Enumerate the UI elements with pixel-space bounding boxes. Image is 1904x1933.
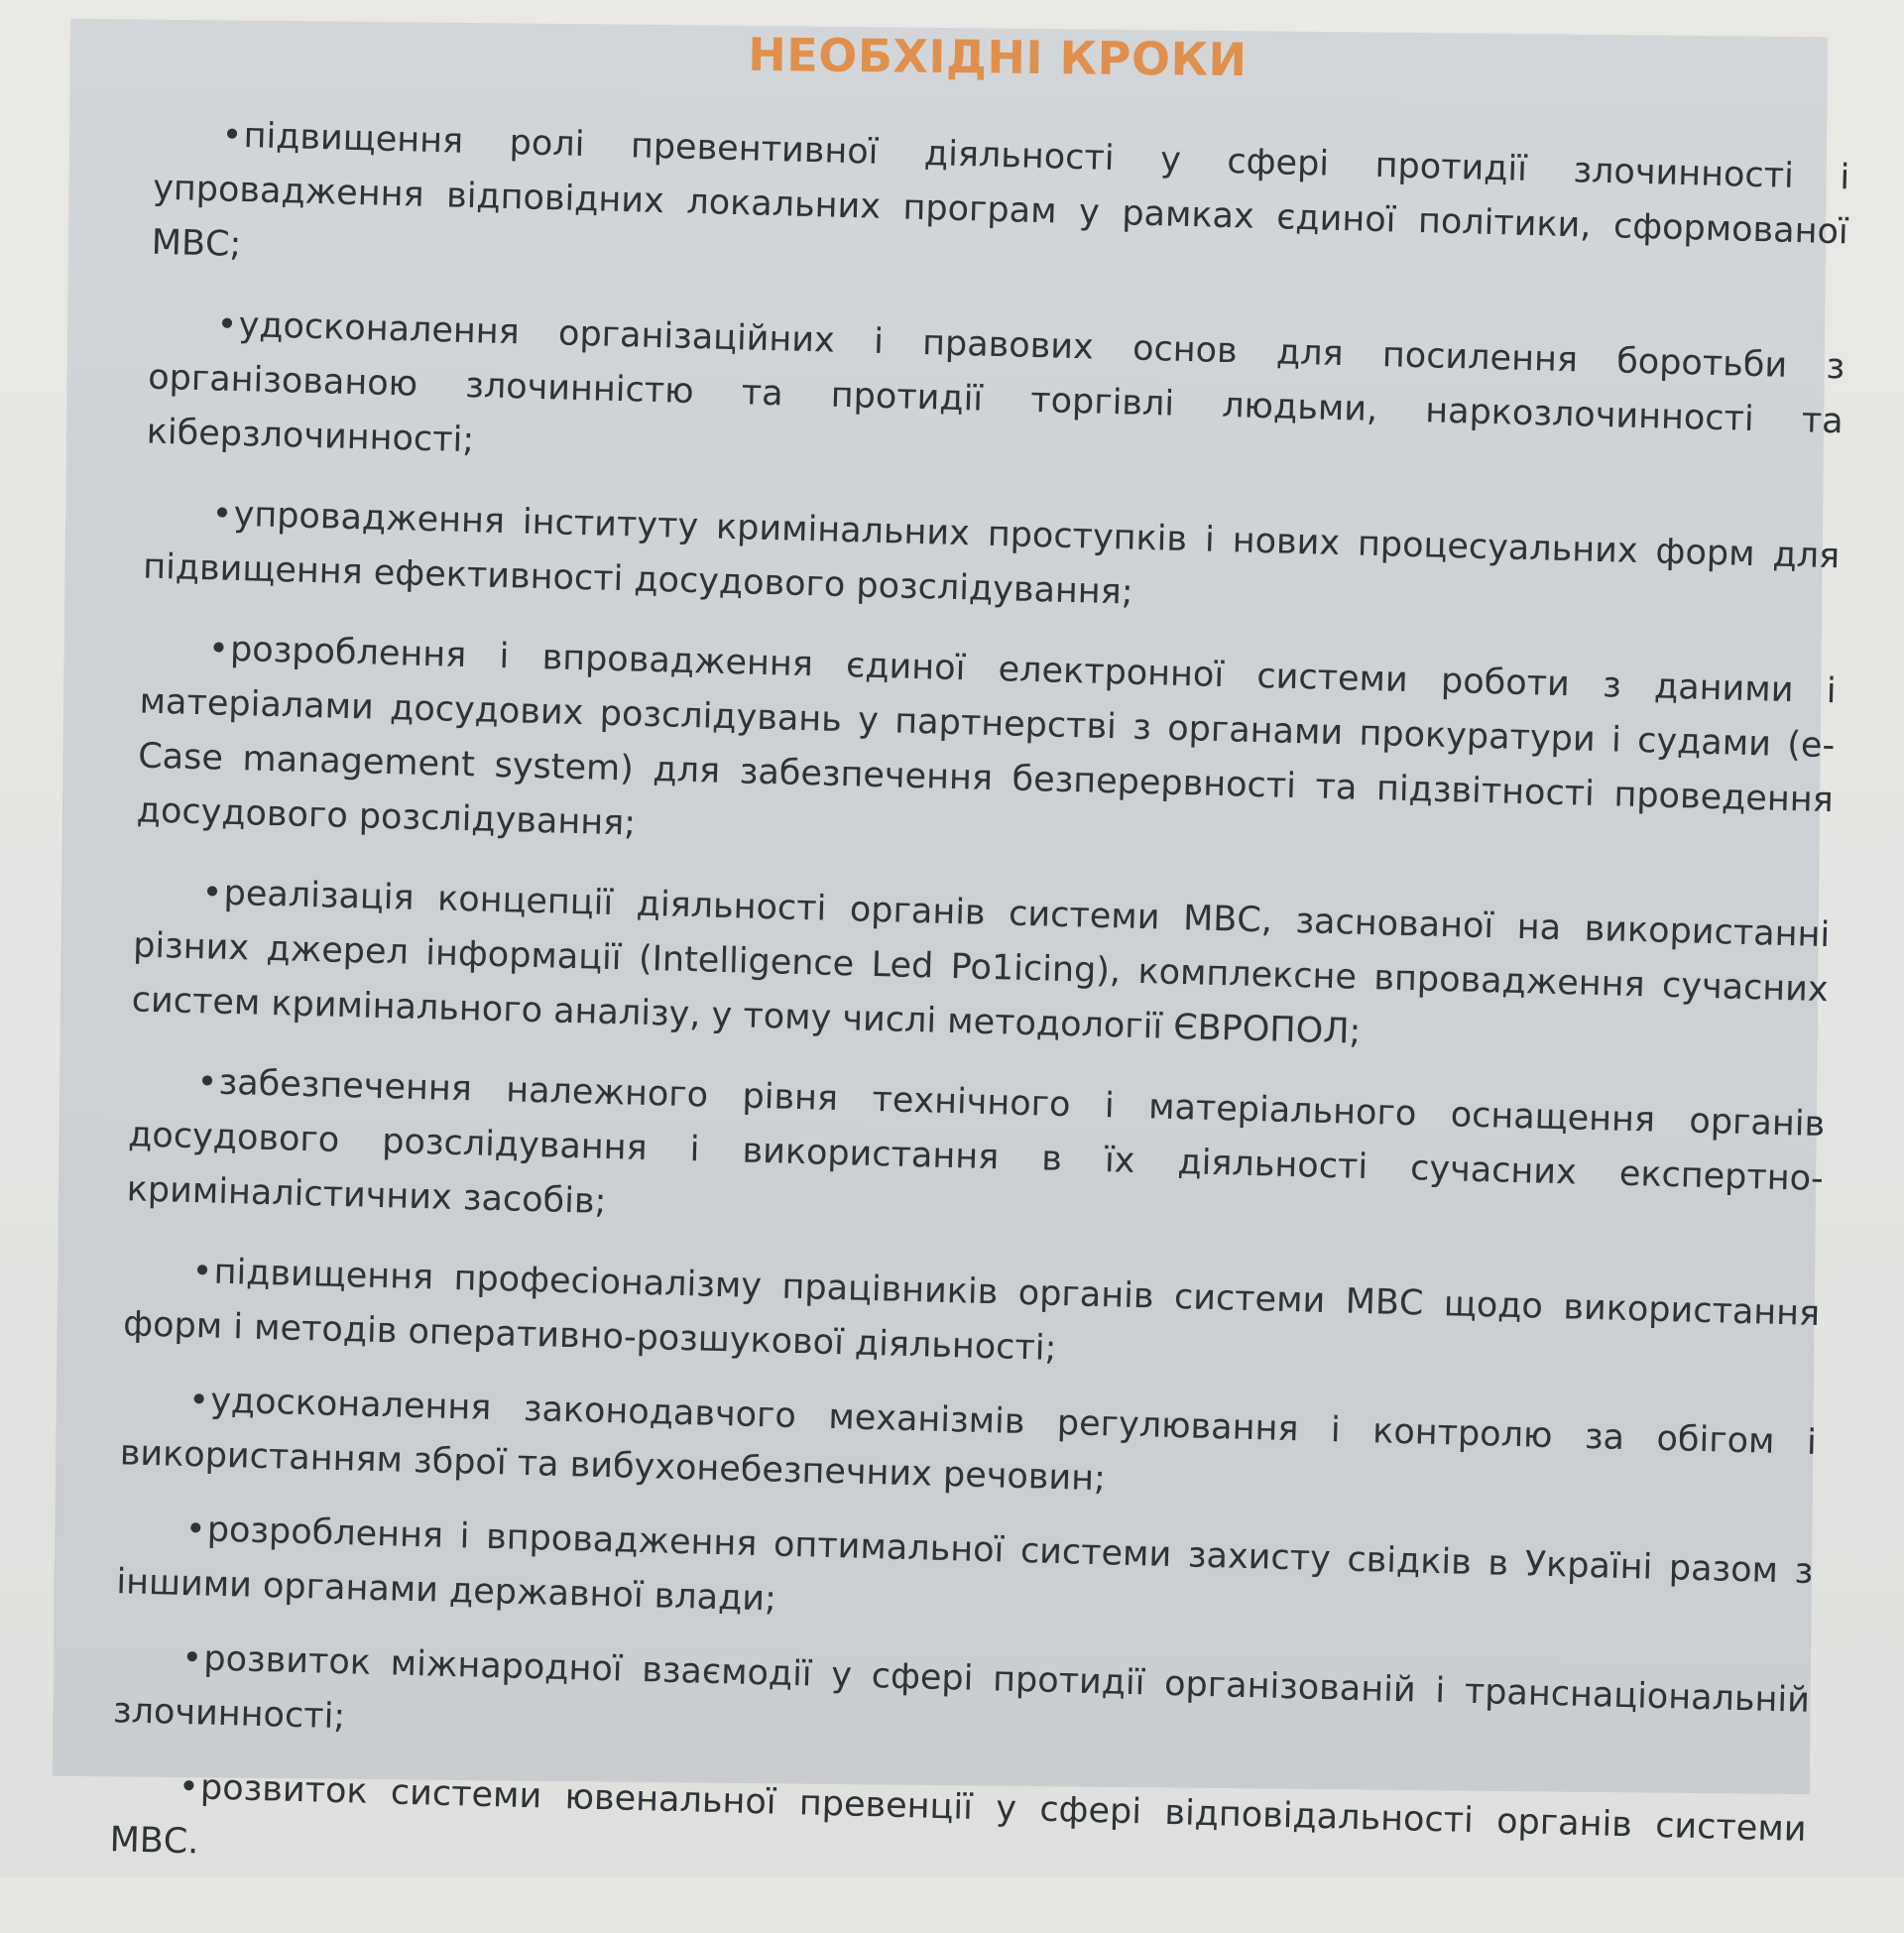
- bullet-icon: •: [216, 304, 238, 345]
- bullet-icon: •: [221, 115, 243, 156]
- list-item-text: забезпечення належного рівня технічного і матеріального оснащення органів досудового розслідування і використання в їх діяльності сучасних експертно-криміналістичних засобів;: [126, 1062, 1826, 1222]
- list-item: [136, 620, 1837, 883]
- steps-list: [108, 107, 1849, 1932]
- bullet-icon: •: [178, 1766, 200, 1808]
- list-item-text: реалізація концепції діяльності органів системи МВС, заснованої на використанні різних джерел інформації (Intelligence Led Po1icing), комплексне впровадження сучасних систем кримінального аналізу, у тому числі методології ЄВРОПОЛ;: [131, 873, 1831, 1052]
- list-item-text: удосконалення організаційних і правових основ для посилення боротьби з організованою злочинністю та протидії торгівлі людьми, наркозлочинності та кіберзлочинності;: [146, 304, 1845, 461]
- grey-content-panel: [53, 19, 1850, 1863]
- list-item-text: упровадження інституту кримінальних проступків і нових процесуальних форм для підвищення ефективності досудового розслідування;: [142, 494, 1841, 613]
- list-item-text: розроблення і впровадження оптимальної системи захисту свідків в Україні разом з іншими органами державної влади;: [115, 1510, 1814, 1620]
- list-item-text: розвиток системи ювенальної превенції у сфері відповідальності органів системи МВС.: [109, 1767, 1808, 1863]
- list-item: [131, 864, 1831, 1072]
- list-item: [143, 486, 1841, 640]
- list-item: [109, 1758, 1807, 1912]
- list-item: [112, 1630, 1810, 1783]
- list-item: [116, 1501, 1814, 1654]
- list-item: [146, 297, 1845, 505]
- list-item-text: підвищення професіоналізму працівників органів системи МВС щодо використання форм і методів оперативно-розшукової діяльності;: [122, 1252, 1821, 1369]
- list-item-text: розвиток міжнародної взаємодії у сфері протидії організованій і транснаціональній злочинності;: [112, 1638, 1811, 1738]
- bullet-icon: •: [207, 629, 230, 669]
- list-item: [126, 1053, 1826, 1262]
- bullet-icon: •: [211, 494, 233, 535]
- list-item-text: удосконалення законодавчого механізмів регулювання і контролю за обігом і використанням зброї та вибухонебезпечних речовин;: [119, 1381, 1818, 1500]
- list-item: [119, 1372, 1817, 1525]
- bullet-icon: •: [196, 1062, 218, 1103]
- bullet-icon: •: [191, 1252, 213, 1292]
- list-item-text: підвищення ролі превентивної діяльності у сфері протидії злочинності і упровадження відповідних локальних програм у рамках єдиної політики, сформованої МВС;: [151, 116, 1850, 265]
- bullet-icon: •: [180, 1637, 203, 1679]
- page-title: НЕОБХІДНІ КРОКИ: [748, 27, 1248, 87]
- bullet-icon: •: [201, 873, 223, 913]
- bullet-icon: •: [184, 1509, 207, 1550]
- list-item: [151, 107, 1850, 315]
- list-item-text: розроблення і впровадження єдиної електронної системи роботи з даними і матеріалами досудових розслідувань у партнерстві з органами прокуратури і судами (e-Case management system) для забезпечення безперервності та підзвітності проведення досудового розслідування;: [136, 629, 1838, 844]
- list-item: [123, 1243, 1821, 1396]
- bullet-icon: •: [187, 1381, 210, 1421]
